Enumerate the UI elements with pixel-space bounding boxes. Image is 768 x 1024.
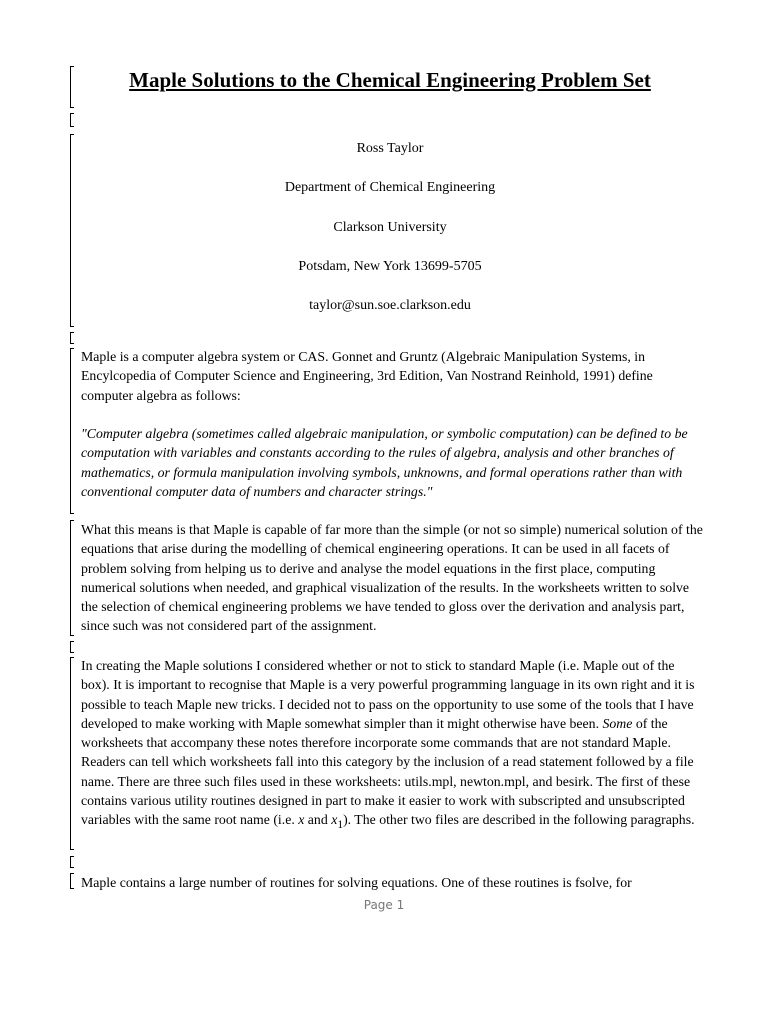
variable-subscript: 1 (337, 819, 344, 832)
custom-tools-paragraph (81, 656, 706, 835)
section-bracket (70, 856, 74, 868)
section-bracket (70, 657, 74, 850)
paragraph-text: In creating the Maple solutions I considered whether or not to stick to standard Maple (i.e. Maple out of the box). It is important to recognise that Maple is a very powerful programming language in its own right and it is possible to teach Maple new tricks. I decided not to pass on the opportunity to use some of the tools that I have developed to make working with Maple somewhat simpler than it might otherwise have been. (81, 658, 695, 731)
emphasis-text: Some (602, 715, 633, 731)
intro-paragraph: Maple is a computer algebra system or CAS. Gonnet and Gruntz (Algebraic Manipulation Systems, in Encylcopedia of Computer Science and Engineering, 3rd Edition, Van Nostrand Reinhold, 1991) define computer algebra as follows: (81, 349, 653, 403)
definition-quote: "Computer algebra (sometimes called algebraic manipulation, or symbolic computation) can be defined to be computation with variables and constants according to the rules of algebra, analysis and other branches of mathematics, or formula manipulation involving symbols, unknowns, and formal operations rather than with conventional computer data of numbers and character strings." (81, 426, 688, 499)
page-title: Maple Solutions to the Chemical Engineering Problem Set (129, 68, 651, 92)
variable-x1: x (331, 812, 338, 828)
section-bracket (70, 332, 74, 344)
section-bracket (70, 348, 74, 514)
paragraph-text: and (304, 812, 332, 828)
page-number: Page 1 (363, 898, 405, 912)
author-name: Ross Taylor (356, 141, 424, 156)
variable-x: x (298, 812, 305, 828)
paragraph-text: ). The other two files are described in the following paragraphs. (343, 812, 695, 828)
author-email: taylor@sun.soe.clarkson.edu (309, 298, 471, 313)
author-department: Department of Chemical Engineering (284, 180, 496, 195)
author-university: Clarkson University (333, 220, 447, 235)
section-bracket (70, 520, 74, 636)
paragraph-text: of the worksheets that accompany these notes therefore incorporate some commands that are not standard Maple. Readers can tell which worksheets fall into this category by the inclusion of a read statement followed by a file name. There are three such files used in these worksheets: utils.mpl, newton.mpl, and besirk. The first of these contains various utility routines designed in part to make it easier to work with subscripted and unsubscripted variables with the same root name (i.e. (81, 715, 694, 828)
capabilities-paragraph: What this means is that Maple is capable of far more than the simple (or not so simple) numerical solution of the equations that arise during the modelling of chemical engineering operations. It can be used in all facets of problem solving from helping us to derive and analyse the model equations in the first place, computing numerical solutions when needed, and graphical visualization of the results. In the worksheets written to solve the selection of chemical engineering problems we have tended to gloss over the derivation and analysis part, since such was not considered part of the assignment. (81, 522, 703, 634)
section-bracket (70, 641, 74, 653)
solvers-paragraph: Maple contains a large number of routines for solving equations. One of these routines is fsolve, for (81, 875, 632, 890)
author-location: Potsdam, New York 13699-5705 (298, 259, 482, 274)
section-bracket (70, 873, 74, 889)
section-bracket (70, 113, 74, 127)
